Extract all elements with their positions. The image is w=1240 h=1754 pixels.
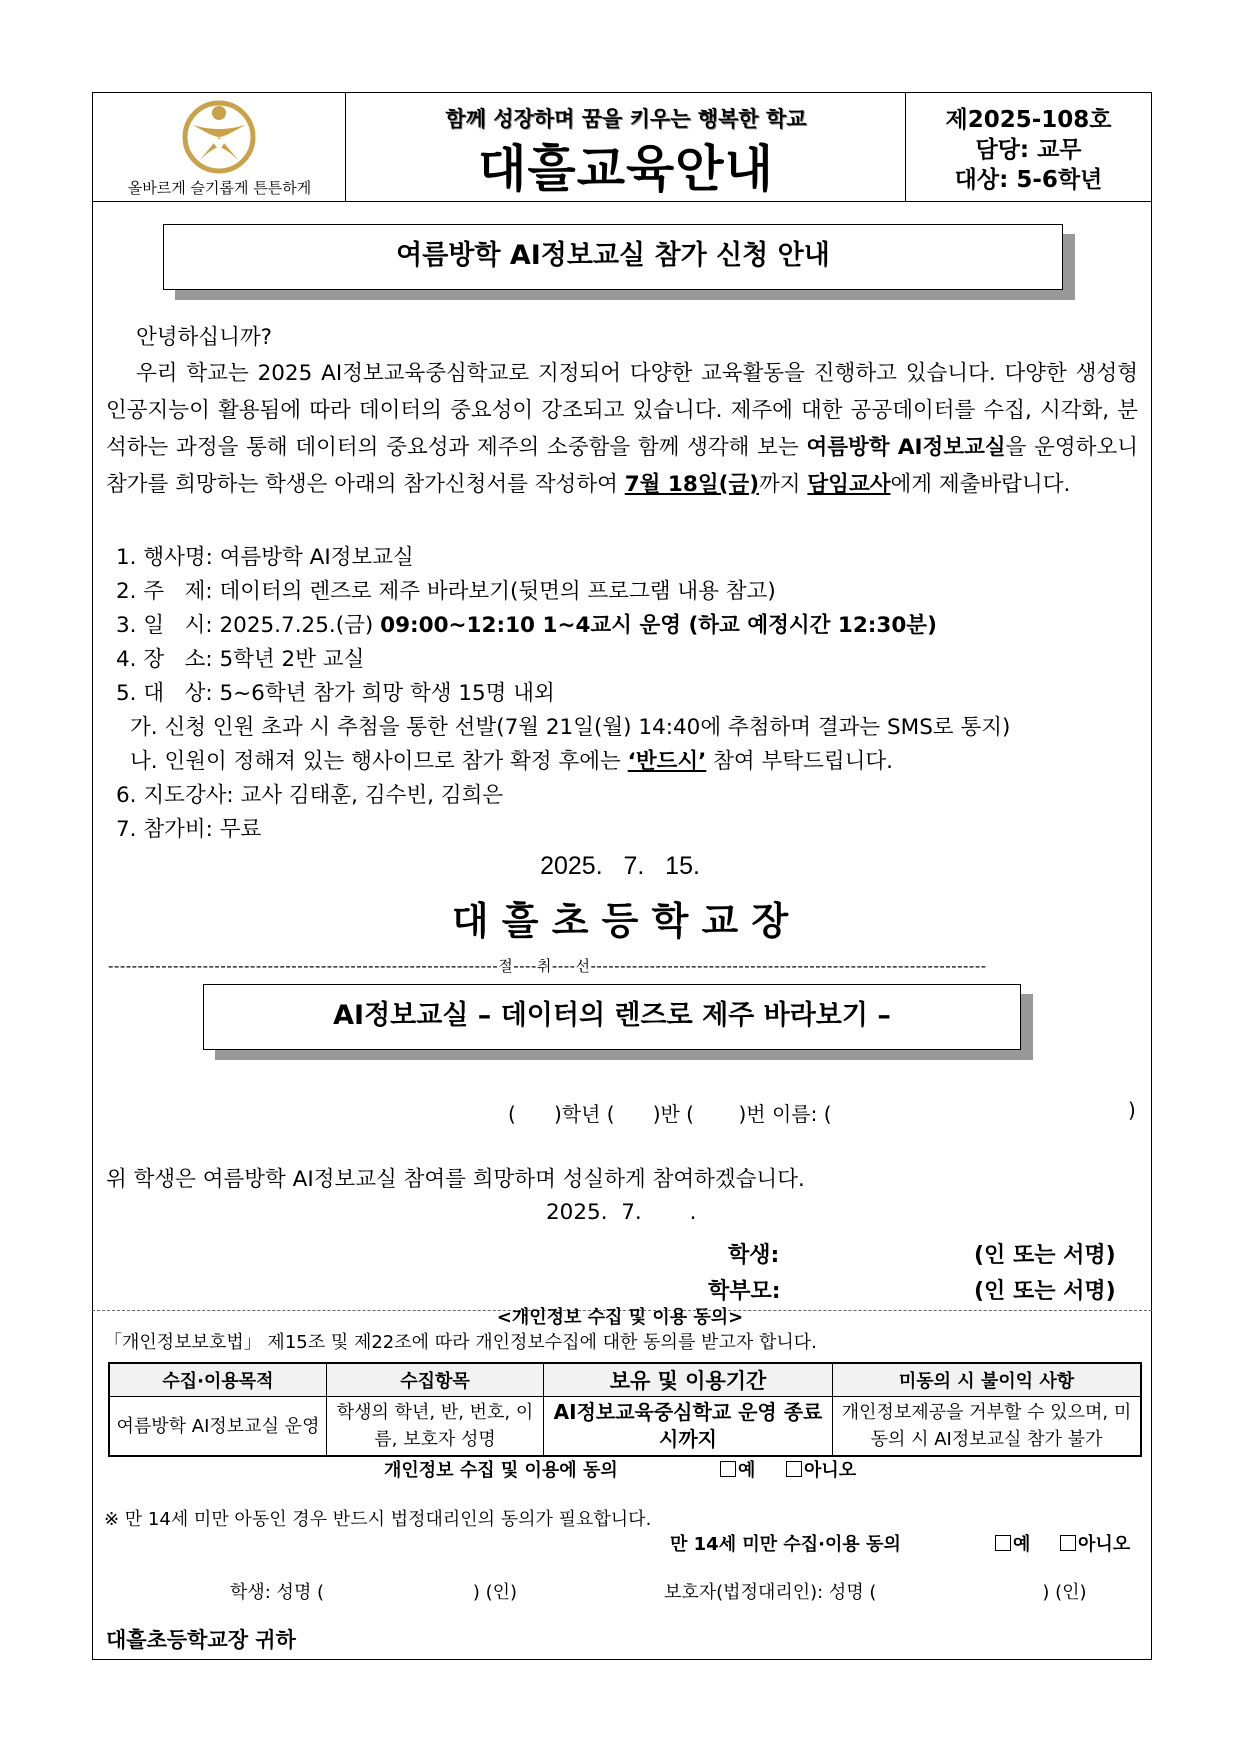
- school-motto: 올바르게 슬기롭게 튼튼하게: [127, 179, 312, 197]
- item-topic: 2. 주 제: 데이터의 렌즈로 제주 바라보기(뒷면의 프로그램 내용 참고): [116, 579, 776, 604]
- student-sign-field[interactable]: (인 또는 서명): [974, 1243, 1116, 1268]
- item-schedule-date: 3. 일 시: 2025.7.25.(금): [116, 613, 381, 638]
- privacy-intro: 「개인정보보호법」 제15조 및 제22조에 따라 개인정보수집에 대한 동의를 받고자 합니다.: [104, 1332, 817, 1353]
- col-items: 수집항목: [327, 1363, 544, 1397]
- item-target-b-text: 참여 부탁드립니다.: [706, 749, 893, 774]
- under14-consent-label: 만 14세 미만 수집·이용 동의: [670, 1534, 901, 1555]
- body-text: 우리 학교는 2025 AI정보교육중심학교로 지정되어 다양한 교육활동을 진행하고 있습니다. 다양한 생성형 인공지능이 활용됨에 따라 데이터의 중요성이 강조되고 있습니다. 제주에 대한 공공데이터를 수집, 시각화, 분석하는 과정을 통해 데이터의 중요성과 제주의 소중함을 함께 생각해 보는: [106, 361, 1138, 460]
- parent-sign-field[interactable]: (인 또는 서명): [974, 1279, 1116, 1304]
- student-info-line-end: ): [1128, 1098, 1136, 1122]
- header: [93, 93, 1151, 202]
- col-period: 보유 및 이용기간: [544, 1363, 833, 1397]
- under14-note: ※ 만 14세 미만 아동인 경우 반드시 법정대리인의 동의가 필요합니다.: [104, 1509, 652, 1530]
- notice-date: 2025. 7. 15.: [540, 852, 700, 880]
- consent-yes-label: 예: [738, 1460, 756, 1481]
- item-target-b-text: 나. 인원이 정해져 있는 행사이므로 참가 확정 후에는: [130, 749, 628, 774]
- consent-label: 개인정보 수집 및 이용에 동의: [384, 1460, 618, 1481]
- cut-line-label: 절----취----선: [498, 957, 591, 975]
- body-program-name: 여름방학 AI정보교실: [806, 435, 1006, 460]
- item-target-a: 가. 신청 인원 초과 시 추첨을 통한 선발(7월 21일(월) 14:40에 추첨하며 결과는 SMS로 통지): [130, 715, 1011, 740]
- body-text: 까지: [759, 472, 808, 497]
- item-place: 4. 장 소: 5학년 2반 교실: [116, 647, 365, 672]
- cell-period: AI정보교육중심학교 운영 종료시까지: [544, 1397, 833, 1457]
- item-fee: 7. 참가비: 무료: [116, 817, 262, 842]
- item-schedule-time: 09:00~12:10 1~4교시 운영 (하교 예정시간 12:30분): [380, 613, 937, 638]
- guardian-name-sign[interactable]: 보호자(법정대리인): 성명 ( ) (인): [664, 1582, 1087, 1603]
- checkbox-icon[interactable]: [720, 1461, 736, 1477]
- cell-purpose: 여름방학 AI정보교실 운영: [109, 1397, 327, 1457]
- pledge-text: 위 학생은 여름방학 AI정보교실 참여를 희망하며 성실하게 참여하겠습니다.: [106, 1167, 805, 1192]
- cut-line: [108, 955, 1136, 976]
- under14-no-label: 아니오: [1078, 1534, 1131, 1555]
- student-info-line: ( )학년 ( )반 ( )번 이름: (: [508, 1102, 832, 1126]
- under14-no-option[interactable]: [1060, 1530, 1130, 1556]
- checkbox-icon[interactable]: [1060, 1535, 1076, 1551]
- body-teacher: 담임교사: [807, 472, 891, 497]
- cell-items: 학생의 학년, 반, 번호, 이름, 보호자 성명: [327, 1397, 544, 1457]
- item-instructors: 6. 지도강사: 교사 김태훈, 김수빈, 김희은: [116, 783, 504, 808]
- document-manager: 담당: 교무: [975, 137, 1082, 163]
- form-date: 2025. 7. .: [546, 1200, 697, 1225]
- page-title: 대흘교육안내: [478, 140, 774, 198]
- header-logo-cell: [93, 93, 346, 201]
- addressee: 대흘초등학교장 귀하: [106, 1628, 296, 1652]
- school-emblem-icon: [181, 99, 257, 175]
- privacy-heading: <개인정보 수집 및 이용 동의>: [496, 1307, 744, 1328]
- checkbox-icon[interactable]: [786, 1461, 802, 1477]
- under14-yes-label: 예: [1013, 1534, 1031, 1555]
- consent-no-label: 아니오: [804, 1460, 857, 1481]
- item-target: 5. 대 상: 5~6학년 참가 희망 학생 15명 내외: [116, 681, 555, 706]
- student-sign-label: 학생:: [728, 1243, 780, 1268]
- body-text: 에게 제출바랍니다.: [890, 472, 1071, 497]
- cut-line-dashes-right: -------------------------------------------------------------------: [590, 957, 987, 975]
- item-event-name: 1. 행사명: 여름방학 AI정보교실: [116, 545, 414, 570]
- table-row: [109, 1397, 1141, 1457]
- parent-sign-label: 학부모:: [708, 1279, 781, 1304]
- header-meta-cell: [906, 93, 1151, 201]
- document-target: 대상: 5-6학년: [954, 167, 1103, 193]
- body-deadline: 7월 18일(금): [624, 472, 760, 497]
- cell-disadvantage: 개인정보제공을 거부할 수 있으며, 미동의 시 AI정보교실 참가 불가: [833, 1397, 1142, 1457]
- cut-line-dashes-left: ------------------------------------------------------------------: [108, 957, 499, 975]
- item-schedule: [116, 608, 937, 639]
- principal-signature: 대 흘 초 등 학 교 장: [451, 899, 789, 943]
- item-target-b-emphasis: ‘반드시’: [627, 749, 707, 774]
- notice-body: [106, 355, 1138, 503]
- form-title: AI정보교실 – 데이터의 렌즈로 제주 바라보기 –: [203, 984, 1021, 1050]
- col-purpose: 수집·이용목적: [109, 1363, 327, 1397]
- school-slogan: 함께 성장하며 꿈을 키우는 행복한 학교: [445, 107, 807, 131]
- privacy-table-header: [109, 1363, 1141, 1397]
- privacy-table: [108, 1362, 1142, 1457]
- consent-yes-option[interactable]: [720, 1456, 755, 1482]
- item-target-b: [130, 744, 893, 775]
- notice-title: 여름방학 AI정보교실 참가 신청 안내: [163, 224, 1063, 290]
- greeting: 안녕하십니까?: [136, 325, 273, 350]
- consent-no-option[interactable]: [786, 1456, 856, 1482]
- document-number: 제2025-108호: [945, 107, 1112, 133]
- checkbox-icon[interactable]: [995, 1535, 1011, 1551]
- under14-yes-option[interactable]: [995, 1530, 1030, 1556]
- col-disadvantage: 미동의 시 불이익 사항: [833, 1363, 1142, 1397]
- body-text: 을 운영하오니 참가를 희망하는 학생은 아래의 참가신청서를 작성하여: [106, 435, 1138, 497]
- header-title-cell: [346, 93, 906, 201]
- student-name-sign[interactable]: 학생: 성명 ( ) (인): [230, 1582, 518, 1603]
